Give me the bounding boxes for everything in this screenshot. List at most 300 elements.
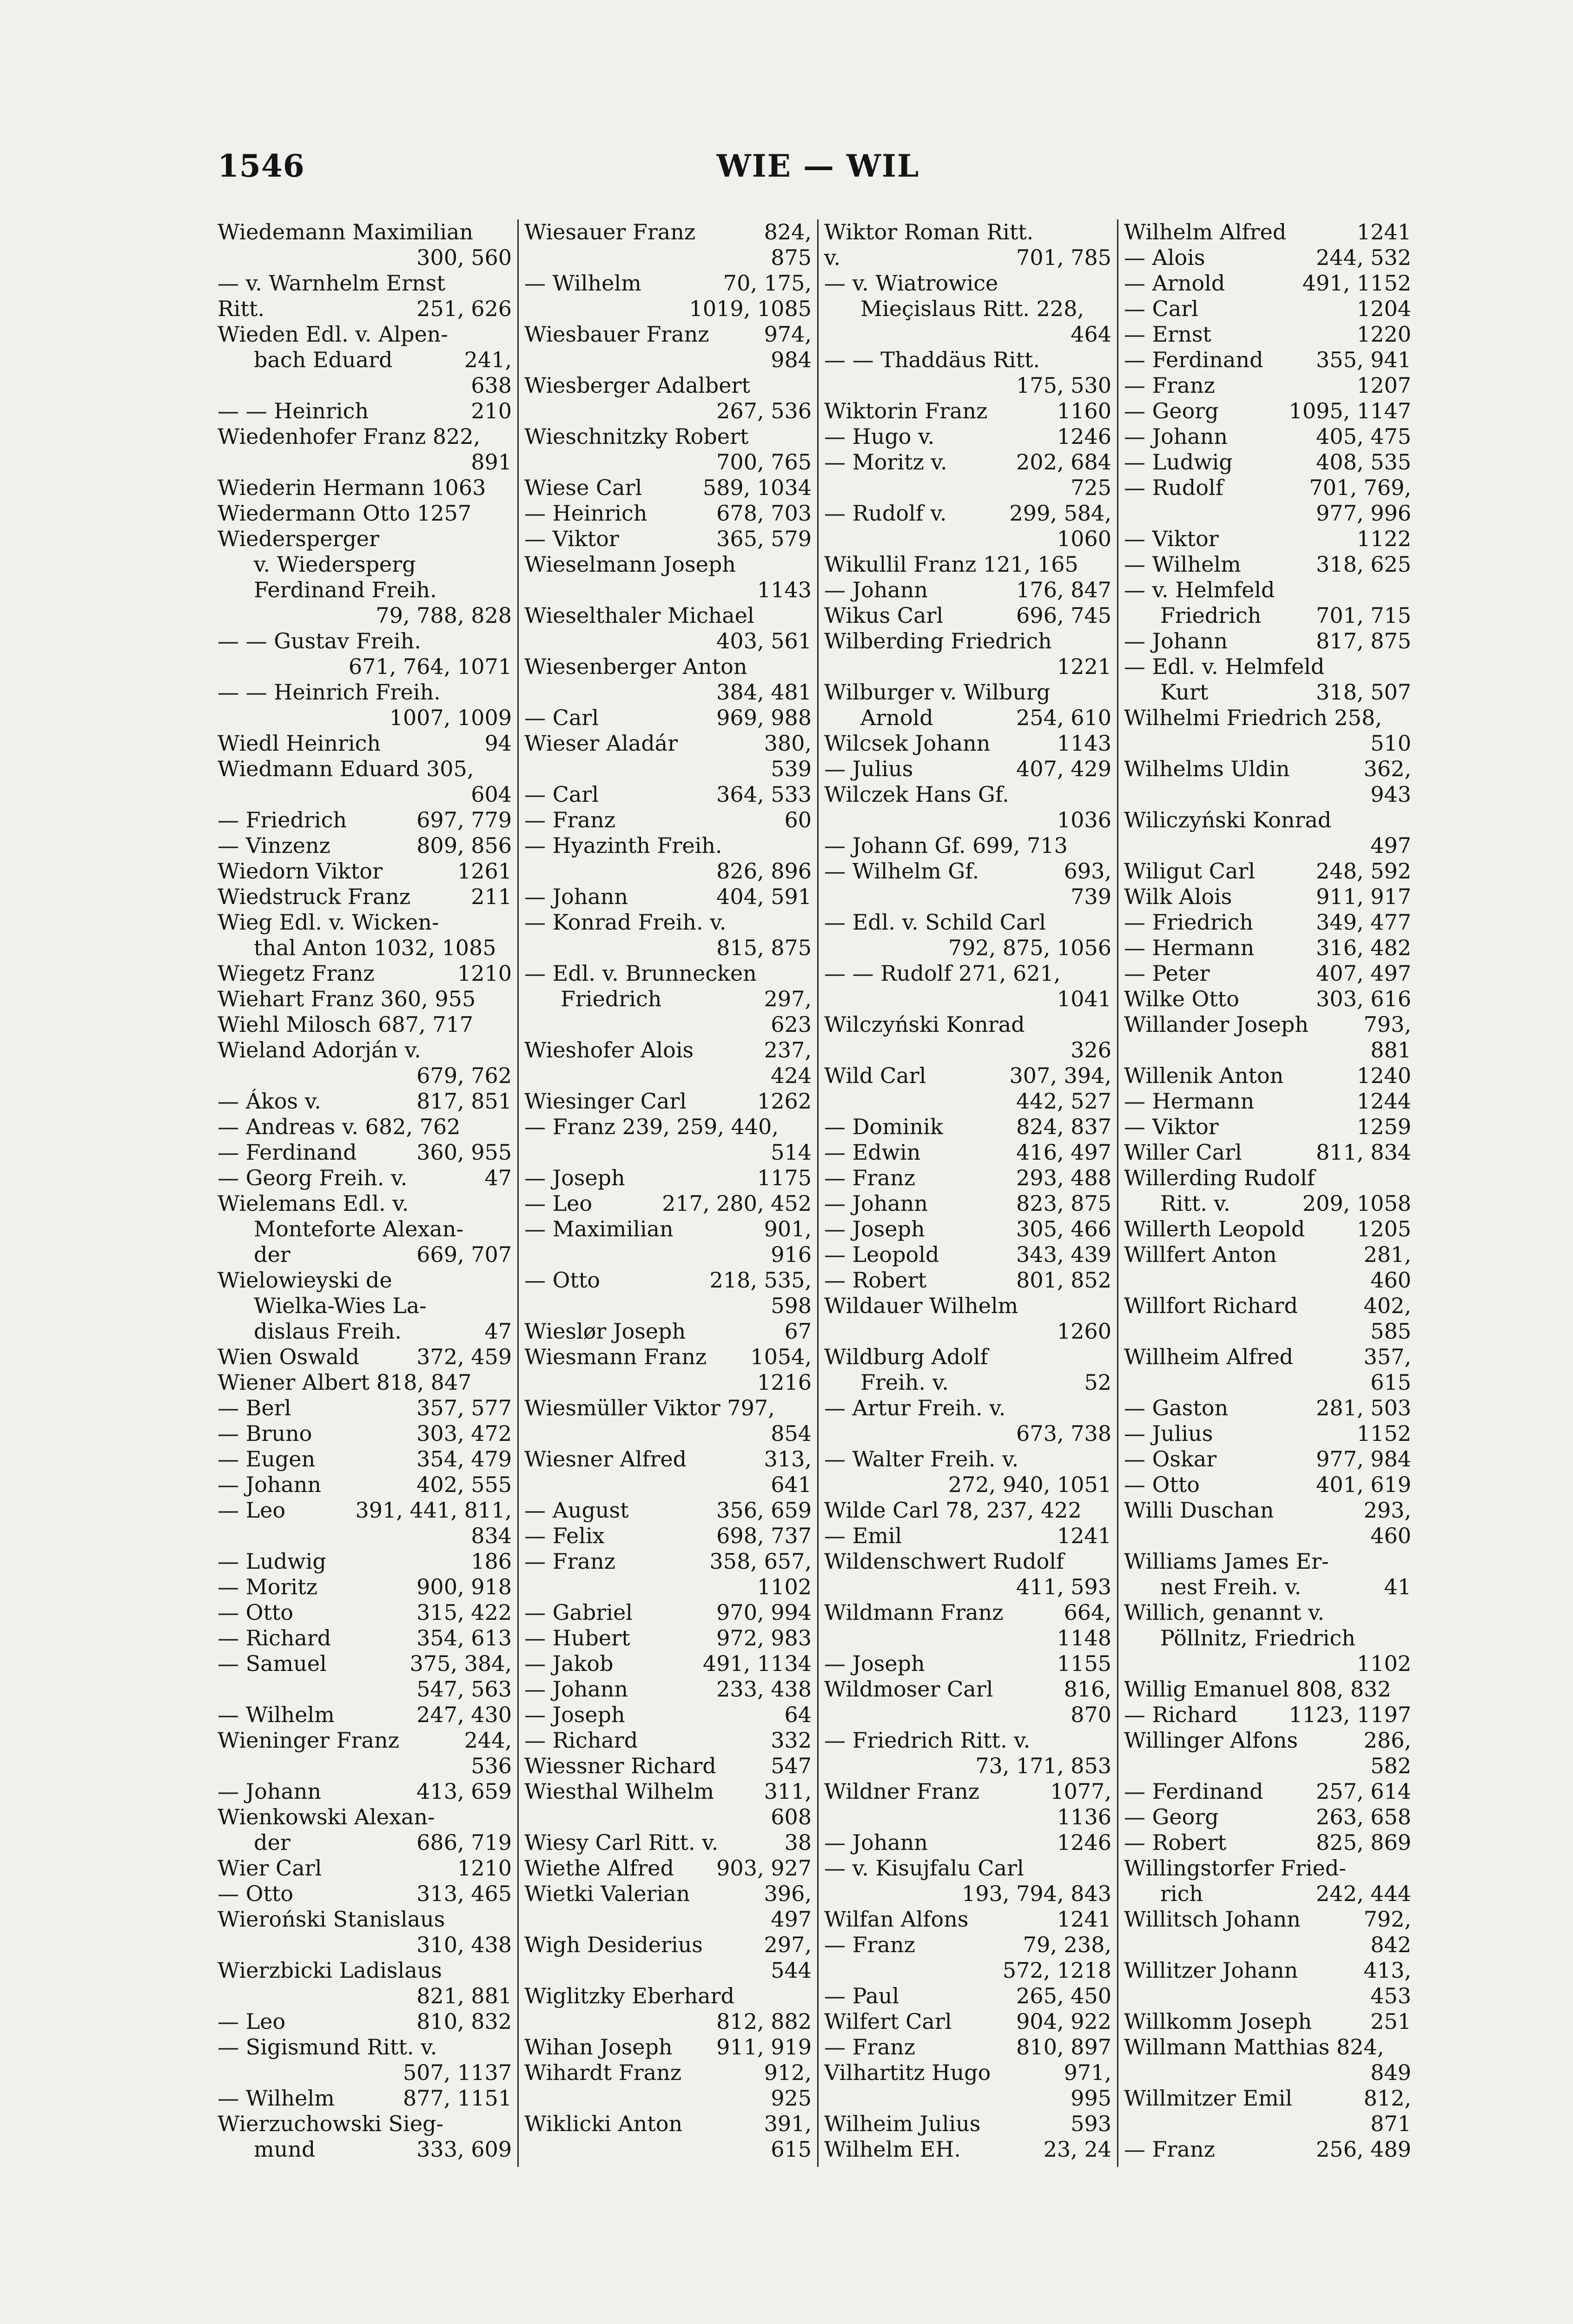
entry-pages: 974, (764, 322, 812, 347)
index-line: 272, 940, 1051 (948, 1472, 1111, 1497)
index-line: — v. Wiatrowice (824, 271, 998, 296)
index-line (218, 807, 512, 833)
index-line (1124, 1728, 1411, 1753)
index-line (1124, 1191, 1411, 1216)
index-line: 812, 882 (716, 2009, 812, 2034)
index-line: Wilczek Hans Gf. (824, 782, 1009, 807)
index-line (1124, 2137, 1411, 2162)
entry-name: Friedrich (561, 986, 662, 1011)
entry-name: Willi Duschan (1124, 1498, 1274, 1523)
index-line: — Hyazinth Freih. (524, 833, 722, 858)
entry-name: der (254, 1242, 291, 1267)
entry-name: — Ludwig (218, 1549, 326, 1574)
index-line (1124, 219, 1411, 245)
entry-pages: 693, (1064, 858, 1111, 884)
index-line (824, 1268, 1111, 1293)
index-line: 1041 (1057, 986, 1111, 1011)
index-line (1124, 1293, 1411, 1319)
index-line: 572, 1218 (1002, 1958, 1111, 1983)
entry-name: — Ernst (1124, 322, 1211, 347)
entry-pages: 251, 626 (416, 296, 512, 321)
index-line (1124, 322, 1411, 347)
entry-pages: 247, 430 (416, 1702, 512, 1727)
index-line (824, 1779, 1111, 1804)
index-line: — Johann Gf. 699, 713 (824, 833, 1068, 858)
index-line: 1148 (1057, 1625, 1111, 1651)
entry-pages: 817, 875 (1316, 628, 1411, 654)
entry-name: Wiktorin Franz (824, 398, 988, 423)
index-line: 514 (771, 1140, 812, 1165)
index-line (524, 1037, 812, 1063)
index-line: 854 (771, 1421, 812, 1446)
index-line: Willich, genannt v. (1124, 1600, 1325, 1625)
entry-pages: 47 (484, 1319, 512, 1344)
index-line (824, 245, 1111, 271)
index-line: 870 (1071, 1702, 1111, 1727)
index-line: 1136 (1057, 1804, 1111, 1829)
index-line (1124, 603, 1411, 628)
index-line: 598 (771, 1293, 812, 1318)
entry-pages: 217, 280, 452 (662, 1191, 812, 1216)
index-line: 453 (1370, 1983, 1411, 2008)
index-line: 424 (771, 1063, 812, 1088)
entry-pages: 333, 609 (416, 2137, 512, 2162)
index-line: 615 (1370, 1370, 1411, 1395)
entry-name: — Otto (524, 1268, 600, 1293)
index-line (524, 1702, 812, 1728)
entry-pages: 678, 703 (716, 501, 812, 526)
index-line: 673, 738 (1016, 1421, 1111, 1446)
index-line: Wiesberger Adalbert (524, 373, 750, 398)
index-line: — v. Helmfeld (1124, 577, 1275, 602)
entry-pages: 911, 919 (716, 2034, 812, 2060)
index-line (524, 1855, 812, 1881)
entry-pages: 318, 507 (1316, 680, 1411, 705)
index-line: Wierzuchowski Sieg- (218, 2111, 443, 2136)
index-line (524, 986, 812, 1012)
index-line (824, 731, 1111, 756)
index-line (824, 2137, 1111, 2162)
index-line (218, 1421, 512, 1446)
entry-name: Wiesbauer Franz (524, 322, 709, 347)
entry-pages: 293, (1363, 1498, 1411, 1523)
entry-pages: 303, 616 (1316, 986, 1411, 1011)
index-line (524, 807, 812, 833)
index-line (1124, 1446, 1411, 1472)
entry-pages: 407, 497 (1316, 961, 1411, 986)
entry-pages: 1205 (1356, 1216, 1411, 1241)
entry-name: — Johann (524, 884, 628, 909)
entry-pages: 1220 (1356, 322, 1411, 347)
index-line (218, 1625, 512, 1651)
entry-pages: 358, 657, (709, 1549, 812, 1574)
index-line: Wilburger v. Wilburg (824, 680, 1051, 705)
entry-pages: 1246 (1057, 1830, 1111, 1855)
index-line (1124, 1498, 1411, 1523)
entry-pages: 176, 847 (1016, 577, 1111, 602)
entry-name: — Bruno (218, 1421, 312, 1446)
index-line (824, 603, 1111, 628)
entry-pages: 697, 779 (416, 807, 512, 832)
index-line (1124, 1395, 1411, 1421)
index-line: Mieçislaus Ritt. 228, (860, 296, 1084, 321)
entry-name: Wihardt Franz (524, 2060, 681, 2085)
entry-name: — Franz (824, 1165, 915, 1190)
index-line: 411, 593 (1016, 1574, 1111, 1599)
index-line (524, 1344, 812, 1370)
index-line (524, 731, 812, 756)
entry-pages: 364, 533 (716, 782, 812, 807)
index-line: Wieden Edl. v. Alpen- (218, 322, 448, 347)
entry-name: Wien Oswald (218, 1344, 359, 1369)
index-line (1124, 628, 1411, 654)
index-line (218, 296, 512, 322)
index-line (524, 526, 812, 552)
index-line: — Friedrich Ritt. v. (824, 1728, 1031, 1753)
index-line: — Konrad Freih. v. (524, 910, 727, 935)
index-line (1124, 756, 1411, 782)
entry-name: — Alois (1124, 245, 1205, 270)
entry-name: — Johann (824, 1830, 928, 1855)
entry-pages: 396, (764, 1881, 812, 1906)
index-line: 826, 896 (716, 858, 812, 884)
entry-pages: 38 (784, 1830, 812, 1855)
index-line (218, 1574, 512, 1600)
entry-pages: 402, 555 (416, 1472, 512, 1497)
entry-name: Willerth Leopold (1124, 1216, 1305, 1241)
entry-pages: 1175 (757, 1165, 812, 1190)
index-line: Wiesmüller Viktor 797, (524, 1395, 775, 1420)
entry-pages: 1240 (1356, 1063, 1411, 1088)
entry-pages: 281, (1363, 1242, 1411, 1267)
entry-pages: 265, 450 (1016, 1983, 1111, 2008)
index-line (524, 2060, 812, 2086)
entry-name: Wikus Carl (824, 603, 944, 628)
index-line (524, 1089, 812, 1114)
entry-name: — Wilhelm (524, 271, 641, 296)
entry-pages: 375, 384, (410, 1651, 512, 1676)
page-number: 1546 (218, 148, 305, 184)
index-line (824, 1907, 1111, 1932)
entry-pages: 357, 577 (416, 1395, 512, 1420)
entry-name: Willfort Richard (1124, 1293, 1298, 1318)
entry-name: Wildmoser Carl (824, 1677, 993, 1702)
entry-name: Wiese Carl (524, 475, 642, 500)
entry-name: Friedrich (1160, 603, 1262, 628)
entry-pages: 251 (1370, 2009, 1411, 2034)
index-line: 326 (1071, 1037, 1111, 1063)
entry-pages: 1241 (1057, 1907, 1111, 1932)
index-line: 679, 762 (416, 1063, 512, 1088)
index-columns (218, 219, 1417, 2167)
index-line: 73, 171, 853 (975, 1753, 1111, 1778)
index-line (824, 1191, 1111, 1216)
index-line: 821, 881 (416, 1983, 512, 2008)
index-line: Wildauer Wilhelm (824, 1293, 1018, 1318)
entry-pages: 349, 477 (1316, 910, 1411, 935)
index-line (218, 398, 512, 424)
entry-pages: 793, (1363, 1012, 1411, 1037)
index-line: Wieg Edl. v. Wicken- (218, 910, 439, 935)
entry-pages: 701, 769, (1309, 475, 1411, 500)
entry-pages: 664, (1064, 1600, 1111, 1625)
index-line (1124, 1779, 1411, 1804)
entry-pages: 186 (471, 1549, 512, 1574)
index-line: 739 (1071, 884, 1111, 909)
entry-name: — Maximilian (524, 1216, 674, 1241)
index-line (524, 1165, 812, 1191)
index-line: 1007, 1009 (389, 705, 512, 730)
index-line: — Sigismund Ritt. v. (218, 2034, 437, 2060)
entry-name: Wiesinger Carl (524, 1089, 687, 1114)
entry-pages: 413, (1363, 1958, 1411, 1983)
index-line (824, 1063, 1111, 1089)
entry-name: — Johann (218, 1472, 322, 1497)
index-line (824, 424, 1111, 449)
entry-name: rich (1160, 1881, 1203, 1906)
index-line (218, 731, 512, 756)
entry-pages: 404, 591 (716, 884, 812, 909)
entry-pages: 248, 592 (1316, 858, 1411, 884)
entry-name: Wiesmann Franz (524, 1344, 707, 1369)
index-line: Wikullil Franz 121, 165 (824, 552, 1078, 577)
index-line (1124, 245, 1411, 271)
index-line (218, 2009, 512, 2034)
index-line: 1221 (1057, 654, 1111, 679)
entry-name: Wiethe Alfred (524, 1855, 674, 1881)
entry-pages: 307, 394, (1009, 1063, 1111, 1088)
entry-name: Wier Carl (218, 1855, 322, 1881)
entry-pages: 1259 (1356, 1114, 1411, 1139)
index-line (1124, 1140, 1411, 1165)
entry-pages: 303, 472 (416, 1421, 512, 1446)
index-line (524, 1625, 812, 1651)
entry-name: — Franz (524, 807, 615, 832)
entry-pages: 209, 1058 (1302, 1191, 1411, 1216)
index-line: 175, 530 (1016, 373, 1111, 398)
entry-name: — Julius (1124, 1421, 1213, 1446)
index-line (824, 2034, 1111, 2060)
entry-name: — Carl (524, 782, 599, 807)
index-line (218, 1242, 512, 1268)
index-line: Wiener Albert 818, 847 (218, 1370, 472, 1395)
entry-pages: 969, 988 (716, 705, 812, 730)
entry-name: bach Eduard (254, 347, 393, 372)
entry-name: — Ludwig (1124, 449, 1233, 475)
entry-name: dislaus Freih. (254, 1319, 402, 1344)
entry-pages: 812, (1363, 2086, 1411, 2111)
entry-pages: 1246 (1057, 424, 1111, 449)
entry-pages: 413, 659 (416, 1779, 512, 1804)
index-line (1124, 1216, 1411, 1242)
index-line (524, 884, 812, 910)
entry-name: Arnold (860, 705, 933, 730)
entry-pages: 354, 613 (416, 1625, 512, 1651)
index-line (824, 2060, 1111, 2086)
index-line (1124, 961, 1411, 986)
entry-pages: 263, 658 (1316, 1804, 1411, 1829)
index-line: 842 (1370, 1932, 1411, 1957)
entry-name: Willkomm Joseph (1124, 2009, 1312, 2034)
index-line (824, 1114, 1111, 1140)
index-line (824, 2111, 1111, 2137)
index-line (1124, 373, 1411, 398)
index-line (218, 884, 512, 910)
entry-name: — Edwin (824, 1140, 921, 1165)
index-line (1124, 1907, 1411, 1932)
index-line (524, 1881, 812, 1907)
index-line (1124, 1089, 1411, 1114)
index-line: Willerding Rudolf (1124, 1165, 1315, 1190)
entry-pages: 823, 875 (1016, 1191, 1111, 1216)
index-line (824, 577, 1111, 603)
entry-name: — Peter (1124, 961, 1210, 986)
entry-pages: 402, (1363, 1293, 1411, 1318)
index-line (218, 1728, 512, 1753)
index-line (524, 1779, 812, 1804)
index-line: Wienkowski Alexan- (218, 1804, 435, 1829)
index-line (824, 858, 1111, 884)
index-line: 497 (1370, 833, 1411, 858)
entry-name: — Viktor (524, 526, 619, 551)
entry-pages: 305, 466 (1016, 1216, 1111, 1241)
entry-pages: 380, (764, 731, 812, 756)
entry-pages: 1244 (1356, 1089, 1411, 1114)
index-line: 310, 438 (416, 1932, 512, 1957)
index-line: Willmann Matthias 824, (1124, 2034, 1384, 2060)
index-line: 1102 (757, 1574, 812, 1599)
index-line: Wiedmann Eduard 305, (218, 756, 474, 781)
index-line: 604 (471, 782, 512, 807)
entry-name: Wihan Joseph (524, 2034, 673, 2060)
entry-name: — Emil (824, 1523, 902, 1548)
index-line (1124, 271, 1411, 296)
entry-name: — Wilhelm (218, 1702, 335, 1727)
entry-pages: 313, (764, 1446, 812, 1472)
entry-name: — Ferdinand (218, 1140, 357, 1165)
entry-name: — Hermann (1124, 935, 1255, 960)
entry-pages: 824, 837 (1016, 1114, 1111, 1139)
entry-name: — Jakob (524, 1651, 614, 1676)
index-line: — Edl. v. Helmfeld (1124, 654, 1325, 679)
entry-name: Wiesauer Franz (524, 219, 696, 244)
entry-name: Vilhartitz Hugo (824, 2060, 991, 2085)
index-line (524, 1830, 812, 1855)
entry-name: — Ferdinand (1124, 1779, 1263, 1804)
entry-pages: 491, 1134 (702, 1651, 812, 1676)
entry-pages: 416, 497 (1016, 1140, 1111, 1165)
entry-name: — Gaston (1124, 1395, 1229, 1420)
entry-name: Wilhelm EH. (824, 2137, 961, 2162)
entry-name: Wiedorn Viktor (218, 858, 383, 884)
entry-pages: 811, 834 (1316, 1140, 1411, 1165)
entry-pages: 1143 (1057, 731, 1111, 756)
entry-pages: 79, 238, (1023, 1932, 1111, 1957)
entry-pages: 912, (764, 2060, 812, 2085)
index-line: 460 (1370, 1523, 1411, 1548)
index-line (1124, 1421, 1411, 1446)
entry-pages: 824, (764, 219, 812, 244)
entry-pages: 547 (771, 1753, 812, 1778)
index-line (824, 1677, 1111, 1702)
index-line: Wiedermann Otto 1257 (218, 501, 472, 526)
index-line (824, 1523, 1111, 1549)
index-line: 544 (771, 1958, 812, 1983)
index-line: — Franz 239, 259, 440, (524, 1114, 779, 1139)
entry-name: — Arnold (1124, 271, 1225, 296)
index-line: thal Anton 1032, 1085 (254, 935, 496, 960)
entry-name: Wilke Otto (1124, 986, 1239, 1011)
entry-name: — Carl (524, 705, 599, 730)
index-line (824, 449, 1111, 475)
entry-name: — Felix (524, 1523, 605, 1548)
entry-name: — Georg (1124, 398, 1219, 423)
index-line (218, 1830, 512, 1855)
index-line: 1143 (757, 577, 812, 602)
index-line (1124, 1242, 1411, 1268)
entry-name: — Berl (218, 1395, 291, 1420)
entry-pages: 1122 (1356, 526, 1411, 551)
entry-name: — Wilhelm (1124, 552, 1241, 577)
index-column-4 (1117, 219, 1417, 2167)
entry-pages: 281, 503 (1316, 1395, 1411, 1420)
index-line: 638 (471, 373, 512, 398)
index-line (218, 858, 512, 884)
index-line: Wieroński Stanislaus (218, 1907, 445, 1932)
entry-pages: 360, 955 (416, 1140, 512, 1165)
entry-pages: 1095, 1147 (1289, 398, 1411, 423)
entry-name: — Johann (1124, 424, 1228, 449)
entry-pages: 64 (784, 1702, 812, 1727)
index-line (524, 1498, 812, 1523)
index-line (1124, 1012, 1411, 1037)
entry-pages: 669, 707 (416, 1242, 512, 1267)
index-line (218, 1549, 512, 1574)
entry-name: — Georg (1124, 1804, 1219, 1829)
entry-name: — Moritz v. (824, 449, 947, 475)
entry-pages: 241, (464, 347, 512, 372)
index-line (1124, 1958, 1411, 1983)
index-column-1 (218, 219, 517, 2167)
entry-pages: 1210 (457, 961, 512, 986)
entry-name: — Leo (218, 1498, 286, 1523)
index-line (1124, 884, 1411, 910)
index-line (524, 1191, 812, 1216)
entry-name: — Johann (824, 577, 928, 602)
entry-name: — Otto (218, 1881, 293, 1906)
index-line: — Edl. v. Schild Carl (824, 910, 1046, 935)
entry-name: Wilhelms Uldin (1124, 756, 1290, 781)
entry-pages: 970, 994 (716, 1600, 812, 1625)
entry-pages: 233, 438 (716, 1677, 812, 1702)
index-line: Wielka-Wies La- (254, 1293, 427, 1318)
index-line: Wilberding Friedrich (824, 628, 1052, 654)
index-line (218, 961, 512, 986)
index-line: — — Thaddäus Ritt. (824, 347, 1040, 372)
index-line: Wiedenhofer Franz 822, (218, 424, 481, 449)
entry-name: Willenik Anton (1124, 1063, 1284, 1088)
entry-name: — Johann (1124, 628, 1228, 654)
entry-pages: 52 (1084, 1370, 1111, 1395)
entry-name: Wiligut Carl (1124, 858, 1256, 884)
index-line: 984 (771, 347, 812, 372)
index-column-3 (817, 219, 1117, 2167)
index-line (824, 1932, 1111, 1958)
entry-pages: 1261 (457, 858, 512, 884)
index-line (824, 1651, 1111, 1677)
entry-name: — Samuel (218, 1651, 327, 1676)
index-line (524, 1446, 812, 1472)
